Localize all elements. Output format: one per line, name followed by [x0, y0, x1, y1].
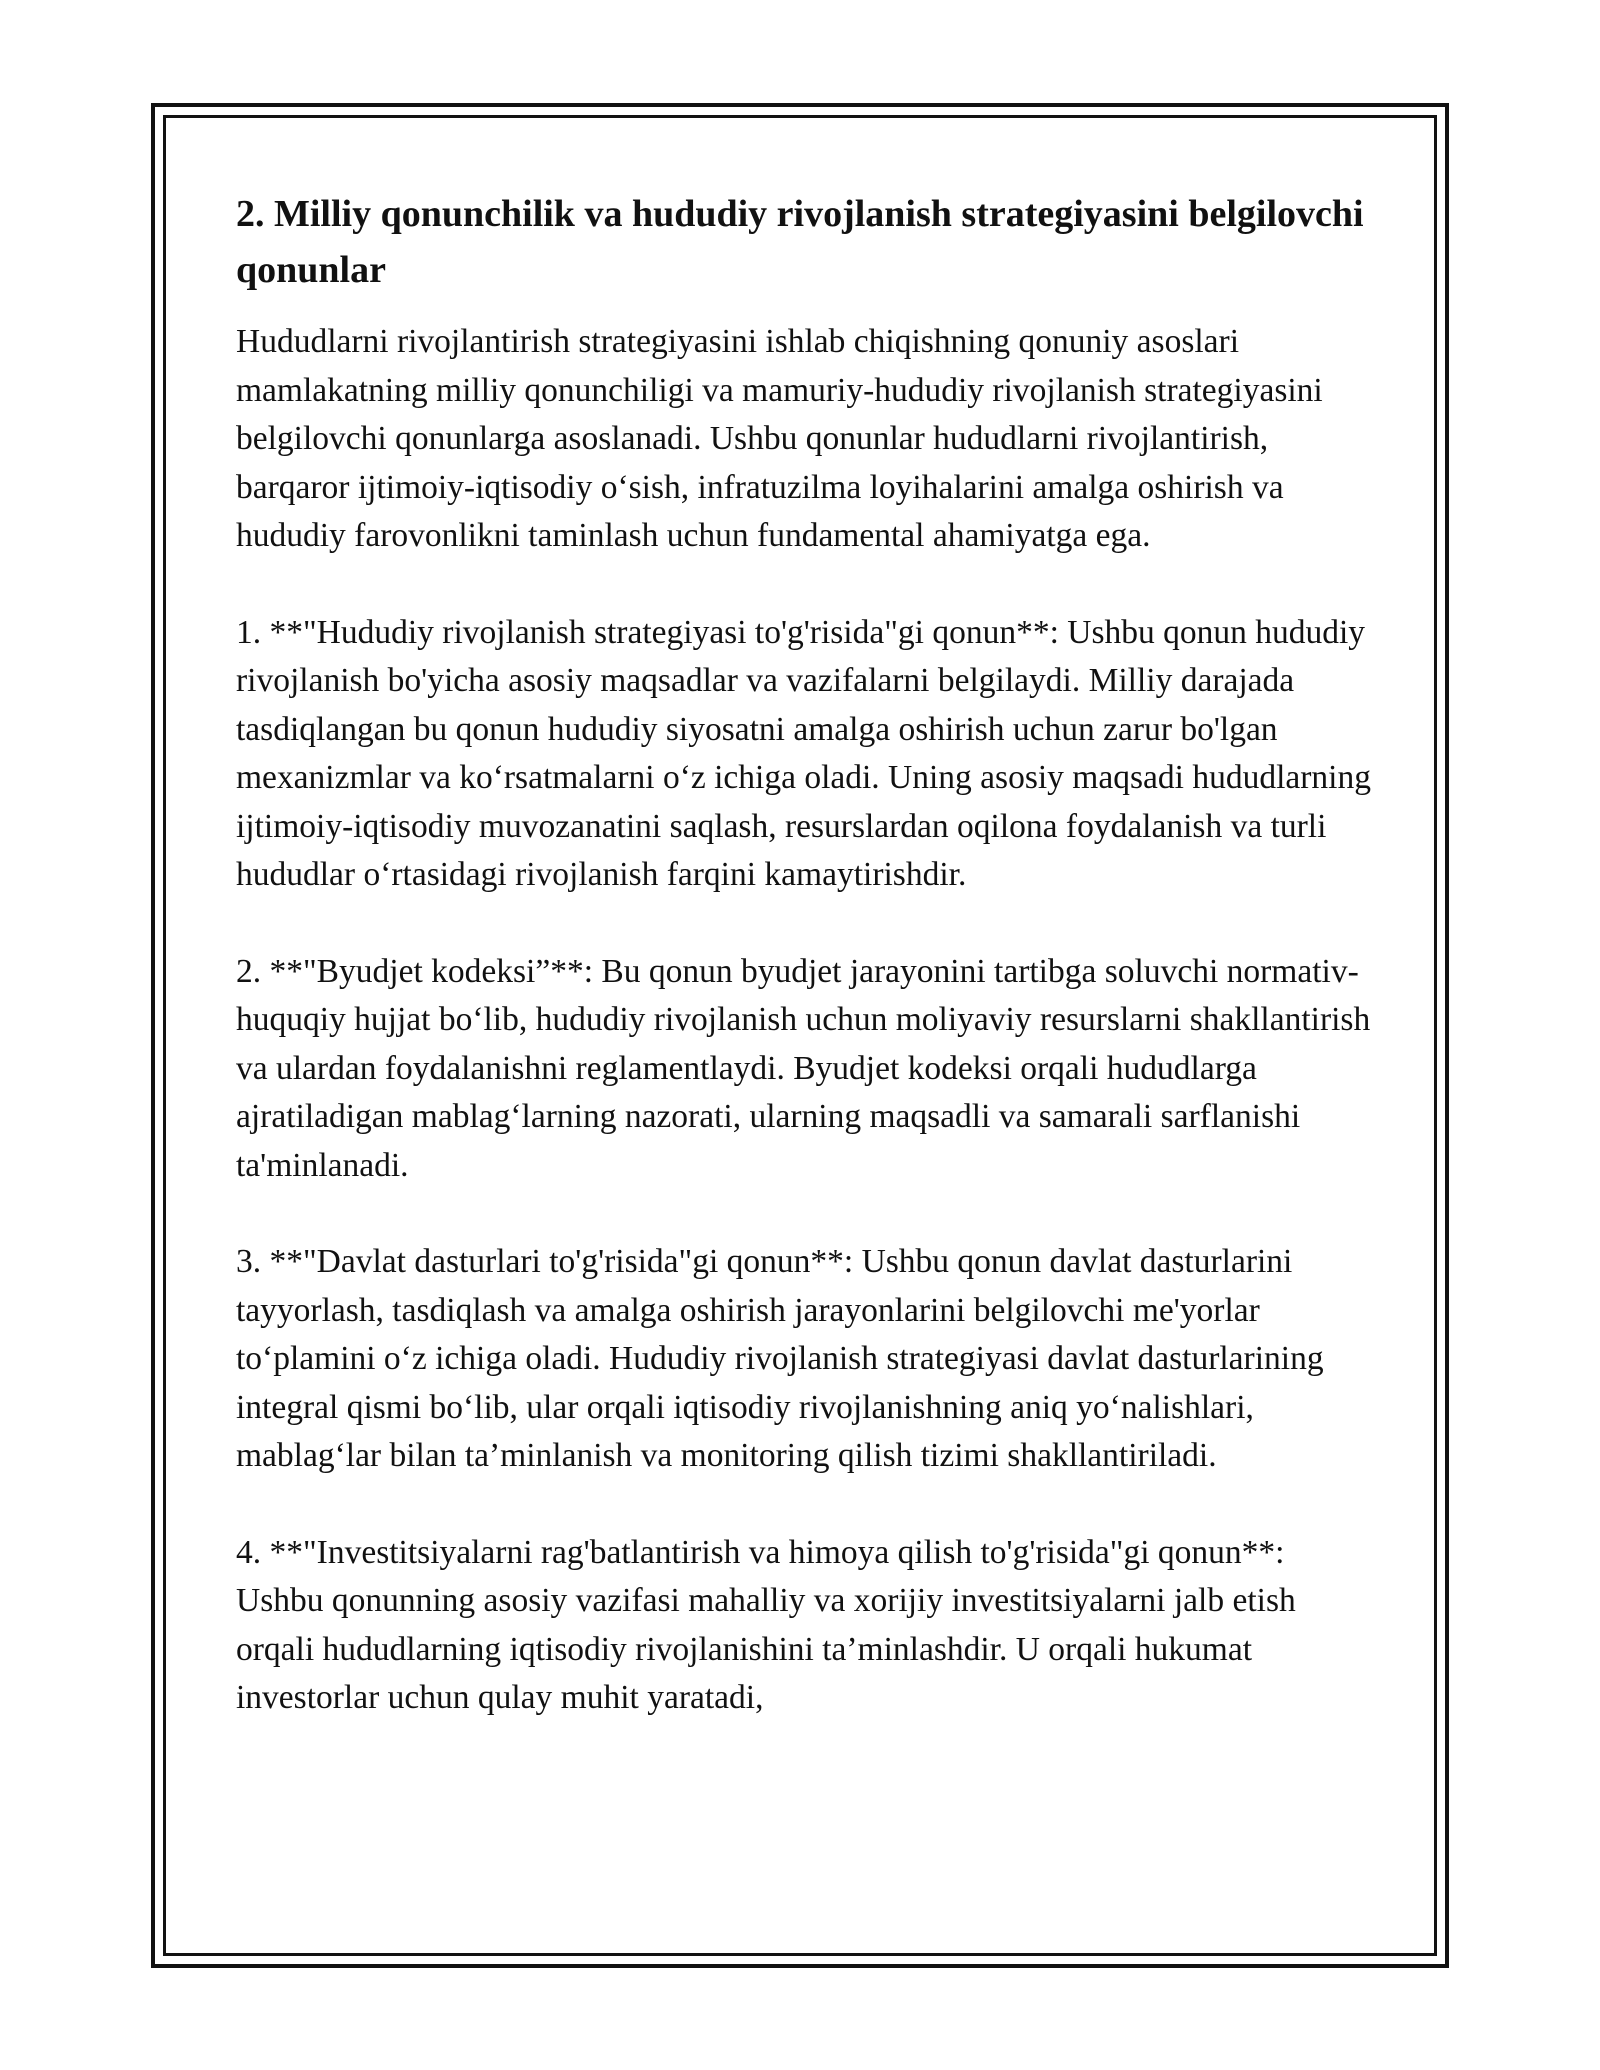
law-item-3: 3. **"Davlat dasturlari to'g'risida"gi qonun**: Ushbu qonun davlat dasturlarini tayyorlash, tasdiqlash va amalga oshirish jarayonlarini belgilovchi me'yorlar to‘plamini o‘z ichiga oladi. Hududiy rivojlanish strategiyasi davlat dasturlarining integral qismi bo‘lib, ular orqali iqtisodiy rivojlanishning aniq yo‘nalishlari, mablag‘lar bilan ta’minlanish va monitoring qilish tizimi shakllantiriladi. [236, 1243, 1324, 1474]
law-item-2: 2. **"Byudjet kodeksi”**: Bu qonun byudjet jarayonini tartibga soluvchi normativ-huquqiy hujjat bo‘lib, hududiy rivojlanish uchun moliyaviy resurslarni shakllantirish va ulardan foydalanishni reglamentlaydi. Byudjet kodeksi orqali hududlarga ajratiladigan mablag‘larning nazorati, ularning maqsadli va samarali sarflanishi ta'minlanadi. [236, 952, 1371, 1184]
section-heading: 2. Milliy qonunchilik va hududiy rivojlanish strategiyasini belgilovchi qonunlar [236, 193, 1364, 291]
law-item-1: 1. **"Hududiy rivojlanish strategiyasi to'g'risida"gi qonun**: Ushbu qonun hududiy rivojlanish bo'yicha asosiy maqsadlar va vazifalarni belgilaydi. Milliy darajada tasdiqlangan bu qonun hududiy siyosatni amalga oshirish uchun zarur bo'lgan mexanizmlar va ko‘rsatmalarni o‘z ichiga oladi. Uning asosiy maqsadi hududlarning ijtimoiy-iqtisodiy muvozanatini saqlash, resurslardan oqilona foydalanish va turli hududlar o‘rtasidagi rivojlanish farqini kamaytirishdir. [236, 613, 1371, 893]
document-body [236, 186, 1376, 1771]
intro-paragraph: Hududlarni rivojlantirish strategiyasini ishlab chiqishning qonuniy asoslari mamlakatning milliy qonunchiligi va mamuriy-hududiy rivojlanish strategiyasini belgilovchi qonunlarga asoslanadi. Ushbu qonunlar hududlarni rivojlantirish, barqaror ijtimoiy-iqtisodiy o‘sish, infratuzilma loyihalarini amalga oshirish va hududiy farovonlikni taminlash uchun fundamental ahamiyatga ega. [236, 323, 1323, 554]
law-item-4: 4. **"Investitsiyalarni rag'batlantirish va himoya qilish to'g'risida"gi qonun**: Ushbu qonunning asosiy vazifasi mahalliy va xorijiy investitsiyalarni jalb etish orqali hududlarning iqtisodiy rivojlanishini ta’minlashdir. U orqali hukumat investorlar uchun qulay muhit yaratadi, [236, 1533, 1296, 1716]
